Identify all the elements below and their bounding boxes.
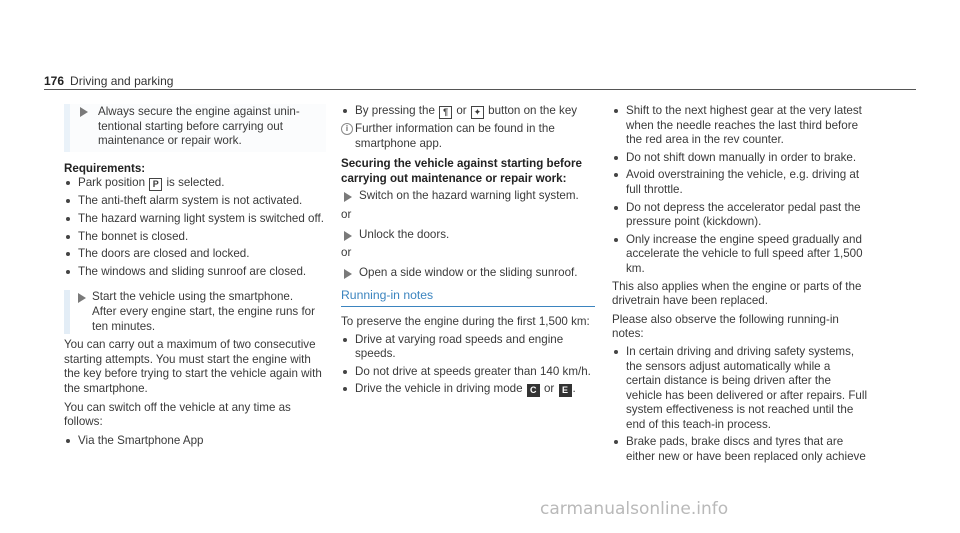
list-item: The bonnet is closed. (64, 230, 326, 245)
step-unlock: Unlock the doors. (341, 228, 595, 243)
tip-line: maintenance or repair work. (98, 134, 242, 148)
list-item: The doors are closed and locked. (64, 247, 326, 262)
header-rule (44, 89, 916, 90)
info-icon: i (341, 123, 353, 135)
list-item: By pressing the ¶ or ✦ button on the key (341, 104, 595, 119)
column-3 (612, 104, 868, 468)
paragraph: Please also observe the following running-in notes: (612, 312, 839, 341)
running-in-list-continued (612, 104, 868, 277)
list-item: Avoid overstraining the vehicle, e.g. driving at full throttle. (612, 168, 868, 197)
or-label: or (341, 246, 352, 260)
key-start-icon: ✦ (471, 106, 484, 119)
paragraph: You can carry out a maximum of two consecutive starting attempts. You must start the engine with the key before trying to start the vehicle again with the smartphone. (64, 338, 322, 395)
list-item: Only increase the engine speed gradually and accelerate the vehicle to full speed after 1,500 km. (612, 233, 868, 277)
list-item: Brake pads, brake discs and tyres that are either new or have been replaced only achieve (612, 435, 868, 464)
step-start-vehicle: Start the vehicle using the smartphone. After every engine start, the engine runs for ten minutes. (64, 290, 326, 334)
list-item: Drive the vehicle in driving mode C or E . (341, 382, 595, 397)
list-item: In certain driving and driving safety systems, the sensors adjust automatically while a certain distance is being driven after the vehicle has been delivered or after repairs. Full system effectiveness is not reached until the end of this teach-in process. (612, 345, 868, 433)
tip-line: tentional starting before carrying out (98, 119, 283, 133)
watermark: carmanualsonline.info (540, 499, 729, 519)
list-item: Do not drive at speeds greater than 140 km/h. (341, 365, 595, 380)
running-in-title: Running-in notes (341, 288, 595, 307)
safety-tip (64, 104, 326, 152)
paragraph: You can switch off the vehicle at any time as follows: (64, 400, 291, 429)
step-hazard: Switch on the hazard warning light system. (341, 189, 595, 204)
step-open-window: Open a side window or the sliding sunroof. (341, 266, 595, 281)
tip-line: Always secure the engine against unin- (98, 105, 300, 118)
list-item: Shift to the next highest gear at the very latest when the needle reaches the last third before the red area in the rev counter. (612, 104, 868, 148)
list-item: The hazard warning light system is switched off. (64, 212, 326, 227)
eco-mode-icon: E (559, 384, 572, 397)
or-label: or (341, 207, 352, 221)
info-note: i Further information can be found in the smartphone app. (341, 122, 595, 151)
comfort-mode-icon: C (527, 384, 540, 397)
list-item: Via the Smartphone App (64, 434, 326, 449)
securing-heading: Securing the vehicle against starting before carrying out maintenance or repair work: (341, 157, 582, 185)
column-2 (341, 104, 595, 400)
requirements-list (64, 176, 326, 279)
arrow-right-icon (344, 192, 352, 202)
list-item: The windows and sliding sunroof are closed. (64, 265, 326, 280)
paragraph: To preserve the engine during the first 1,500 km: (341, 314, 590, 328)
list-item: Drive at varying road speeds and engine speeds. (341, 333, 595, 362)
list-item: Do not depress the accelerator pedal past the pressure point (kickdown). (612, 201, 868, 230)
section-title: Driving and parking (70, 74, 174, 88)
page-header (44, 74, 173, 89)
list-item: Do not shift down manually in order to brake. (612, 151, 868, 166)
key-lock-icon: ¶ (439, 106, 452, 119)
page-number: 176 (44, 74, 65, 88)
arrow-right-icon (344, 231, 352, 241)
paragraph: This also applies when the engine or parts of the drivetrain have been replaced. (612, 279, 862, 308)
list-item: Park position P is selected. (64, 176, 326, 191)
list-item: The anti-theft alarm system is not activated. (64, 194, 326, 209)
arrow-right-icon (78, 293, 86, 303)
requirements-heading: Requirements: (64, 161, 146, 175)
running-in-list (341, 333, 595, 398)
arrow-right-icon (80, 107, 88, 117)
park-position-icon: P (149, 178, 162, 191)
column-1 (64, 104, 326, 451)
arrow-right-icon (344, 269, 352, 279)
